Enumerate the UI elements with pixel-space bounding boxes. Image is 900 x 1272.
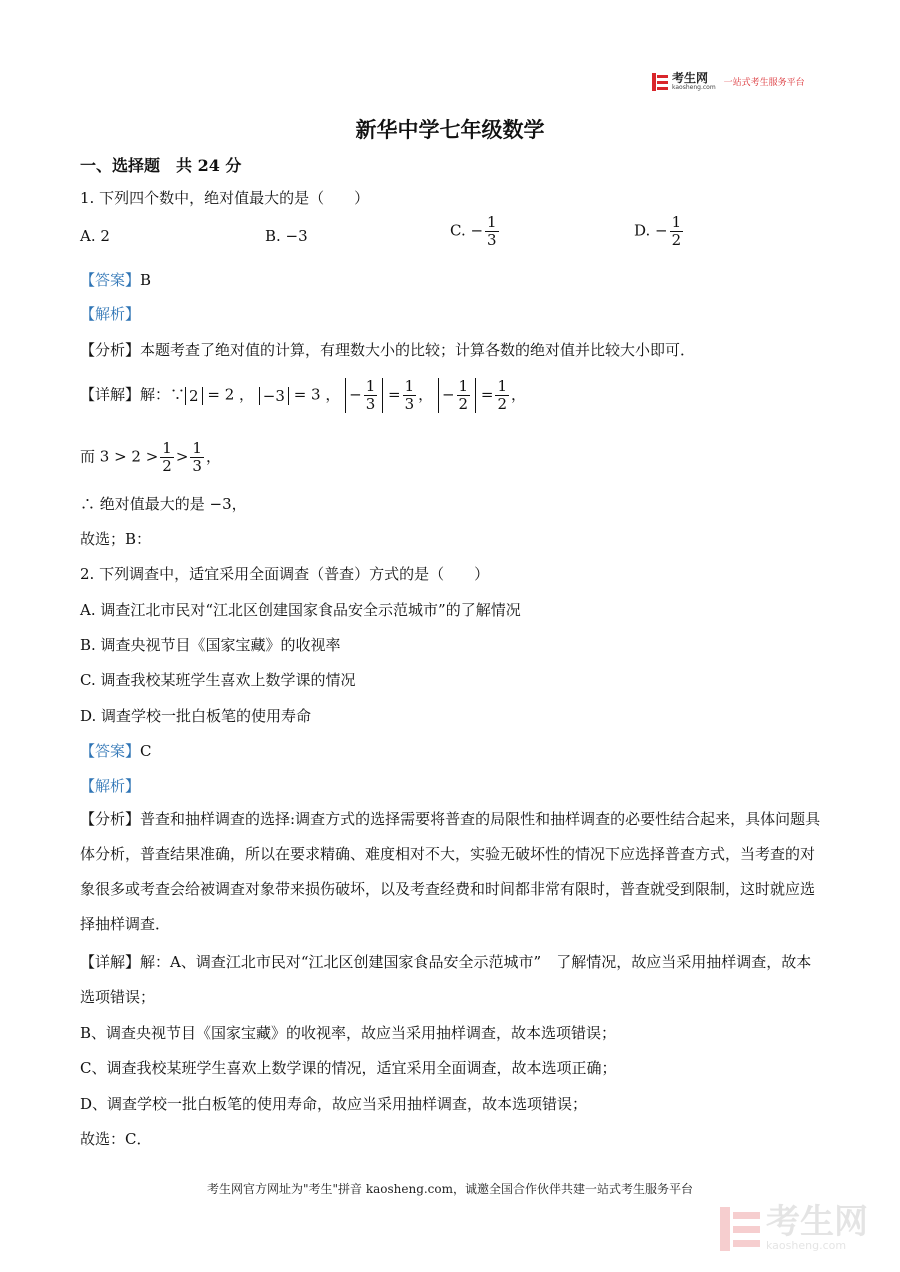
q2-stem: 2. 下列调查中，适宜采用全面调查（普查）方式的是（ ） <box>80 565 490 583</box>
abs-neg-one-half: − $\frac{1}{2}$ <box>438 378 476 413</box>
answer-tag: 【答案】 <box>80 742 141 760</box>
q2-choose: 故选：C． <box>80 1130 152 1148</box>
watermark-logo-icon <box>720 1207 760 1251</box>
q1-answer <box>80 269 151 290</box>
q2-detail <box>80 945 825 1015</box>
logo-name: 考生网 <box>672 71 709 85</box>
abs-neg-three: −3 <box>259 387 289 405</box>
q2-answer <box>80 740 152 761</box>
logo-domain: kaosheng.com <box>672 84 716 91</box>
detail-tag: 【详解】 <box>80 953 141 971</box>
q2-detail-b: B、调查央视节目《国家宝藏》的收视率，故应当采用抽样调查，故本选项错误； <box>80 1024 617 1042</box>
answer-tag: 【答案】 <box>80 271 141 289</box>
q1-choose: 故选；B： <box>80 530 152 548</box>
option-c-label: C. − <box>450 221 484 240</box>
detail-tag: 【详解】 <box>80 385 141 404</box>
abs-neg-one-third: − $\frac{1}{3}$ <box>345 378 383 413</box>
q1-fenxi <box>80 339 695 360</box>
q1-analysis-tag: 【解析】 <box>80 305 141 323</box>
q2-option-a: A. 调查江北市民对“江北区创建国家食品安全示范城市”的了解情况 <box>80 601 521 619</box>
footer-text: 考生网官方网址为"考生"拼音 kaosheng.com，诚邀全国合作伙伴共建一站式考生服务平台 <box>206 1182 694 1196</box>
q2-option-b: B. 调查央视节目《国家宝藏》的收视率 <box>80 636 341 654</box>
section-heading: 一、选择题 共 24 分 <box>80 156 242 175</box>
fenxi-tag: 【分析】 <box>80 341 141 359</box>
page-title: 新华中学七年级数学 <box>355 117 545 142</box>
q1-stem: 1. 下列四个数中，绝对值最大的是（ ） <box>80 189 370 207</box>
abs-two: 2 <box>185 387 203 405</box>
q1-option-a: A. 2 <box>80 227 110 245</box>
kaosheng-logo-icon <box>652 73 668 91</box>
answer-value: C <box>140 742 152 760</box>
watermark-domain: kaosheng.com <box>766 1239 847 1252</box>
q2-option-c: C. 调查我校某班学生喜欢上数学课的情况 <box>80 671 356 689</box>
header-logo <box>652 72 805 91</box>
q1-option-b: B. −3 <box>265 227 308 245</box>
fenxi-text: 本题考查了绝对值的计算，有理数大小的比较；计算各数的绝对值并比较大小即可． <box>140 341 696 359</box>
fraction-one-third: $\frac{1}{3}$ <box>487 213 497 249</box>
watermark <box>720 1202 868 1252</box>
q1-conclusion: ∴ 绝对值最大的是 −3， <box>80 495 247 513</box>
q1-option-d <box>634 214 685 249</box>
fraction-one-half: $\frac{1}{2}$ <box>671 213 682 249</box>
q2-fenxi <box>80 802 825 942</box>
q2-analysis-tag: 【解析】 <box>80 777 141 795</box>
logo-slogan: 一站式考生服务平台 <box>723 78 805 88</box>
q2-detail-d: D、调查学校一批白板笔的使用寿命，故应当采用抽样调查，故本选项错误； <box>80 1095 588 1113</box>
watermark-name: 考生网 <box>766 1202 868 1242</box>
detail-text: 解：A、调查江北市民对“江北区创建国家食品安全示范城市” 了解情况，故应当采用抽样调查，故本选项错误； <box>80 953 812 1006</box>
q2-detail-c: C、调查我校某班学生喜欢上数学课的情况，适宜采用全面调查，故本选项正确； <box>80 1059 617 1077</box>
q2-option-d: D. 调查学校一批白板笔的使用寿命 <box>80 707 312 725</box>
q1-option-c <box>450 214 501 249</box>
answer-value: B <box>140 271 152 289</box>
q1-compare: 而 3 > 2 > $\frac{1}{2}$ > $\frac{1}{3}$ ， <box>80 439 221 475</box>
fenxi-tag: 【分析】 <box>80 810 141 828</box>
option-d-label: D. − <box>634 221 668 240</box>
q1-detail: 【详解】解：∵ 2 = 2 ， −3 = 3 ， − $\frac{1}{3}$ = $\frac{1}{3}$ ， − $\frac{1}{2}$ = $\frac{1}{2}$ ， <box>80 377 527 413</box>
fenxi-text: 普查和抽样调查的选择:调查方式的选择需要将普查的局限性和抽样调查的必要性结合起来，具体问题具体分析，普查结果准确，所以在要求精确、难度相对不大，实验无破坏性的情况下应选择普查方式，当考查的对象很多或考查会给被调查对象带来损伤破坏，以及考查经费和时间都非常有限时，普查就受到限制，这时就应选择抽样调查． <box>80 810 821 933</box>
